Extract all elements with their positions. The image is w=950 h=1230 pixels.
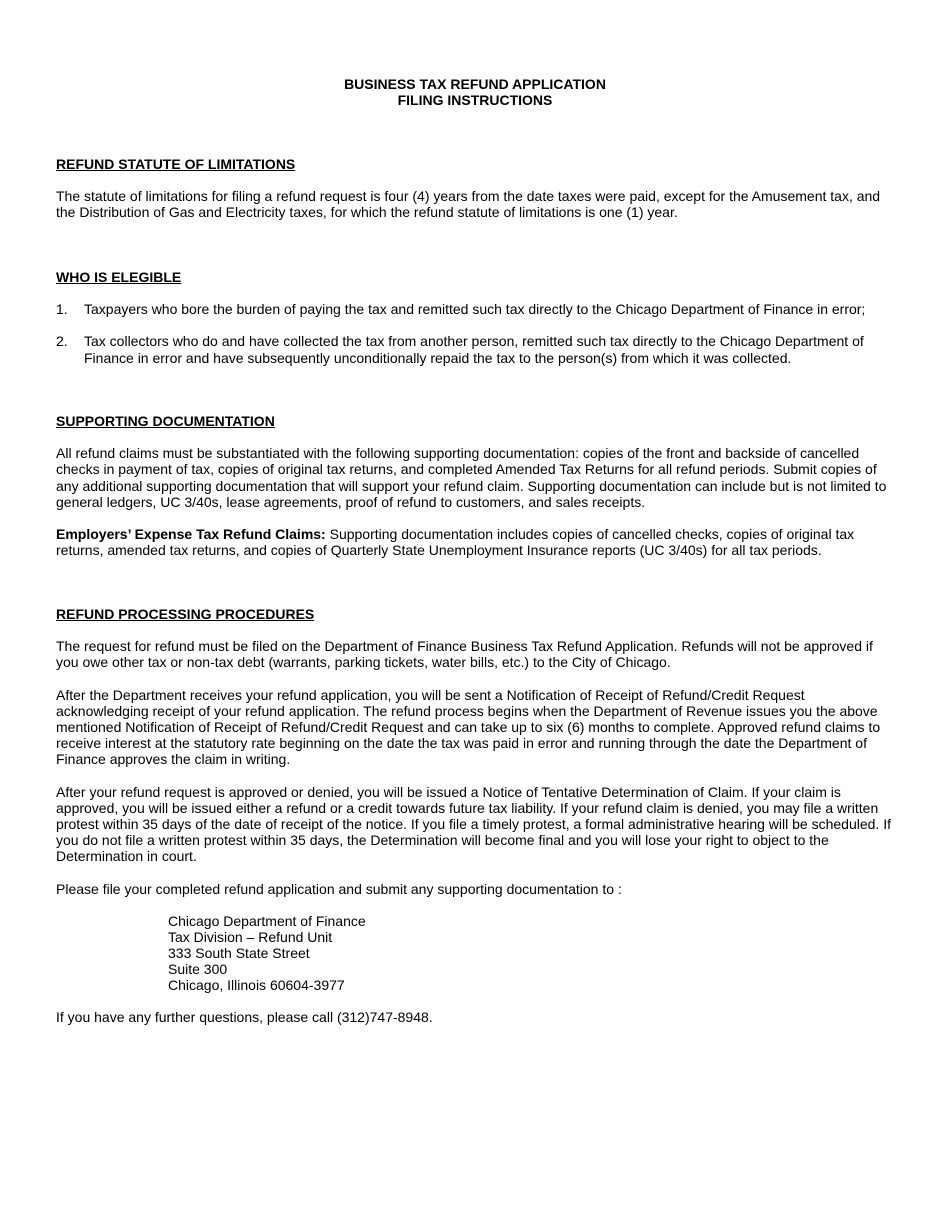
- procedures-paragraph-4: Please file your completed refund application and submit any supporting documentation to :: [56, 880, 622, 897]
- eligible-section: [56, 269, 892, 366]
- contact-line: If you have any further questions, please call (312)747-8948.: [56, 1009, 433, 1026]
- eligible-heading: WHO IS ELEGIBLE: [56, 269, 182, 285]
- procedures-heading: REFUND PROCESSING PROCEDURES: [56, 606, 315, 622]
- address-line-5: Chicago, Illinois 60604-3977: [168, 977, 345, 994]
- employers-expense-text: Supporting documentation includes copies of cancelled checks, copies of original tax returns, amended tax returns, and copies of Quarterly State Unemployment Insurance reports (UC 3/40s) for all tax periods.: [56, 526, 855, 559]
- list-number: 1.: [56, 301, 68, 318]
- statute-text: The statute of limitations for filing a refund request is four (4) years from the date taxes were paid, except for the Amusement tax, and the Distribution of Gas and Electricity taxes, for which the refund statute of limitations is one (1) year.: [56, 188, 881, 221]
- statute-section: [56, 156, 892, 221]
- documentation-section: [56, 413, 892, 558]
- statute-heading: REFUND STATUTE OF LIMITATIONS: [56, 156, 296, 172]
- documentation-paragraph-2: [56, 526, 892, 558]
- title-line-2: FILING INSTRUCTIONS: [397, 92, 553, 108]
- address-line-2: Tax Division – Refund Unit: [168, 928, 333, 945]
- list-item: [56, 301, 892, 317]
- document-title: [56, 76, 894, 108]
- procedures-paragraph-1: The request for refund must be filed on the Department of Finance Business Tax Refund Application. Refunds will not be approved if you owe other tax or non-tax debt (warrants, parking tickets, water bills, etc.) to the City of Chicago.: [56, 638, 873, 671]
- address-line-1: Chicago Department of Finance: [168, 912, 366, 929]
- list-text: Tax collectors who do and have collected the tax from another person, remitted such tax directly to the Chicago Department of Finance in error and have subsequently unconditionally repaid the tax to the person(s) from which it was collected.: [84, 333, 864, 366]
- documentation-heading: SUPPORTING DOCUMENTATION: [56, 413, 275, 429]
- procedures-paragraph-2: After the Department receives your refund application, you will be sent a Notification of Receipt of Refund/Credit Request acknowledging receipt of your refund application. The refund process begins when the Department of Revenue issues you the above mentioned Notification of Receipt of Refund/Credit Request and can take up to six (6) months to complete. Approved refund claims to receive interest at the statutory rate beginning on the date the tax was paid in error and running through the date the Department of Finance approves the claim in writing.: [56, 686, 881, 768]
- employers-expense-label: Employers’ Expense Tax Refund Claims:: [56, 526, 326, 543]
- mailing-address: [56, 913, 892, 993]
- procedures-paragraph-3: After your refund request is approved or denied, you will be issued a Notice of Tentative Determination of Claim. If your claim is approved, you will be issued either a refund or a credit towards future tax liability. If your refund claim is denied, you may file a written protest within 35 days of the date of receipt of the notice. If you file a timely protest, a formal administrative hearing will be scheduled. If you do not file a written protest within 35 days, the Determination will become final and you will lose your right to object to the Determination in court.: [56, 783, 891, 865]
- list-text: Taxpayers who bore the burden of paying the tax and remitted such tax directly to the Chicago Department of Finance in error;: [84, 301, 866, 318]
- address-line-3: 333 South State Street: [168, 945, 310, 962]
- list-number: 2.: [56, 333, 68, 350]
- procedures-section: [56, 606, 892, 1026]
- documentation-paragraph-1: All refund claims must be substantiated with the following supporting documentation: copies of the front and backside of cancelled checks in payment of tax, copies of original tax returns, and completed Amended Tax Returns for all refund periods. Submit copies of any additional supporting documentation that will support your refund claim. Supporting documentation can include but is not limited to general ledgers, UC 3/40s, lease agreements, proof of refund to customers, and sales receipts.: [56, 445, 887, 510]
- address-line-4: Suite 300: [168, 961, 228, 978]
- title-line-1: BUSINESS TAX REFUND APPLICATION: [344, 76, 606, 92]
- list-item: [56, 333, 892, 365]
